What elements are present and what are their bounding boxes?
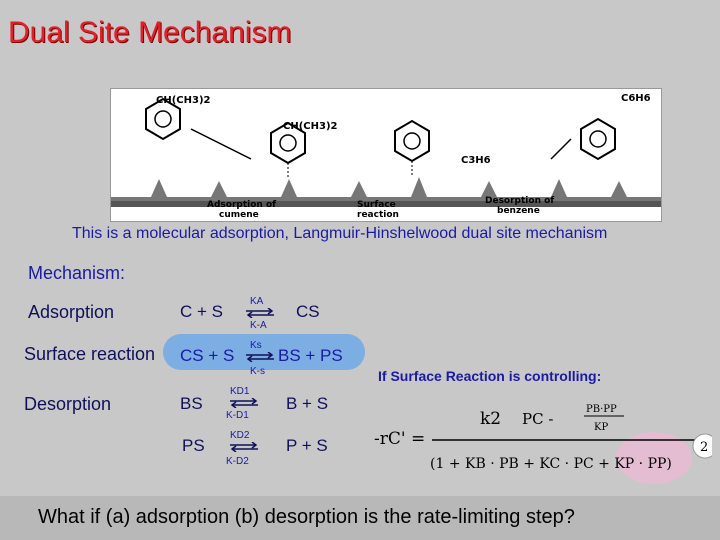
k-fwd-surface-reaction: Ks	[250, 340, 262, 351]
k-rev-desorption-ps: K-D2	[226, 456, 249, 467]
label-cumene-top: CH(CH3)2	[156, 95, 211, 106]
k-rev-desorption-bs: K-D1	[226, 410, 249, 421]
label-benzene-top: C6H6	[621, 93, 651, 104]
label-adsorption2: cumene	[219, 210, 259, 220]
mechanism-figure	[110, 88, 662, 222]
rate-frac-top: PB·PP	[586, 404, 617, 415]
control-note: If Surface Reaction is controlling:	[378, 368, 602, 384]
rate-lhs: -rC' =	[374, 429, 426, 449]
equilibrium-arrows-desorption-bs	[228, 398, 260, 408]
label-cumene-mid: CH(CH3)2	[283, 121, 338, 132]
label-surface2: reaction	[357, 210, 399, 220]
benzene-ring-gas	[581, 119, 615, 159]
step-lhs-adsorption: C + S	[180, 302, 223, 321]
step-lhs-desorption-ps: PS	[182, 436, 205, 455]
rate-law-equation	[372, 390, 712, 490]
step-name-adsorption: Adsorption	[28, 302, 115, 322]
rate-frac-bottom: KP	[594, 422, 609, 433]
step-name-surface-reaction: Surface reaction	[24, 344, 156, 364]
step-name-desorption: Desorption	[24, 394, 112, 414]
rate-k2: k2	[480, 409, 502, 429]
step-lhs-desorption-bs: BS	[180, 394, 203, 413]
cumene-ring-gas-inner	[155, 111, 171, 127]
step-rhs-surface-reaction: BS + PS	[278, 346, 343, 365]
k-fwd-desorption-bs: KD1	[230, 386, 250, 397]
catalyst-surface-diagram	[111, 89, 661, 221]
equilibrium-arrows-adsorption	[244, 308, 276, 318]
k-rev-surface-reaction: K-s	[250, 366, 265, 377]
benzene-ring-gas-inner	[590, 131, 606, 147]
label-surface: Surface	[357, 200, 396, 210]
cumene-ring-adsorbed-inner	[280, 135, 296, 151]
arrow-adsorption	[191, 129, 251, 159]
equilibrium-arrows-desorption-ps	[228, 442, 260, 452]
label-adsorption: Adsorption of	[207, 200, 277, 210]
question-text: What if (a) adsorption (b) desorption is the rate-limiting step?	[38, 506, 575, 528]
k-fwd-adsorption: KA	[250, 296, 264, 307]
label-propylene: C3H6	[461, 155, 491, 166]
rate-exponent: 2	[700, 440, 709, 455]
mechanism-heading: Mechanism:	[28, 263, 126, 283]
equilibrium-arrows-surface-reaction	[244, 352, 276, 362]
benzene-ring-adsorbed	[395, 121, 429, 161]
label-desorption2: benzene	[497, 206, 540, 216]
k-rev-adsorption: K-A	[250, 320, 267, 331]
arrow-desorption	[551, 139, 571, 159]
benzene-ring-adsorbed-inner	[404, 133, 420, 149]
step-lhs-surface-reaction: CS + S	[180, 346, 235, 365]
step-rhs-desorption-bs: B + S	[286, 394, 329, 413]
rate-denominator: (1 + KB · PB + KC · PC + KP · PP)	[430, 456, 672, 472]
label-desorption: Desorption of	[485, 196, 555, 206]
step-rhs-adsorption: CS	[296, 302, 320, 321]
step-rhs-desorption-ps: P + S	[286, 436, 328, 455]
figure-caption: This is a molecular adsorption, Langmuir-Hinshelwood dual site mechanism	[72, 225, 608, 242]
slide-title: Dual Site Mechanism	[8, 16, 292, 49]
k-fwd-desorption-ps: KD2	[230, 430, 250, 441]
rate-pc: PC -	[522, 410, 554, 428]
